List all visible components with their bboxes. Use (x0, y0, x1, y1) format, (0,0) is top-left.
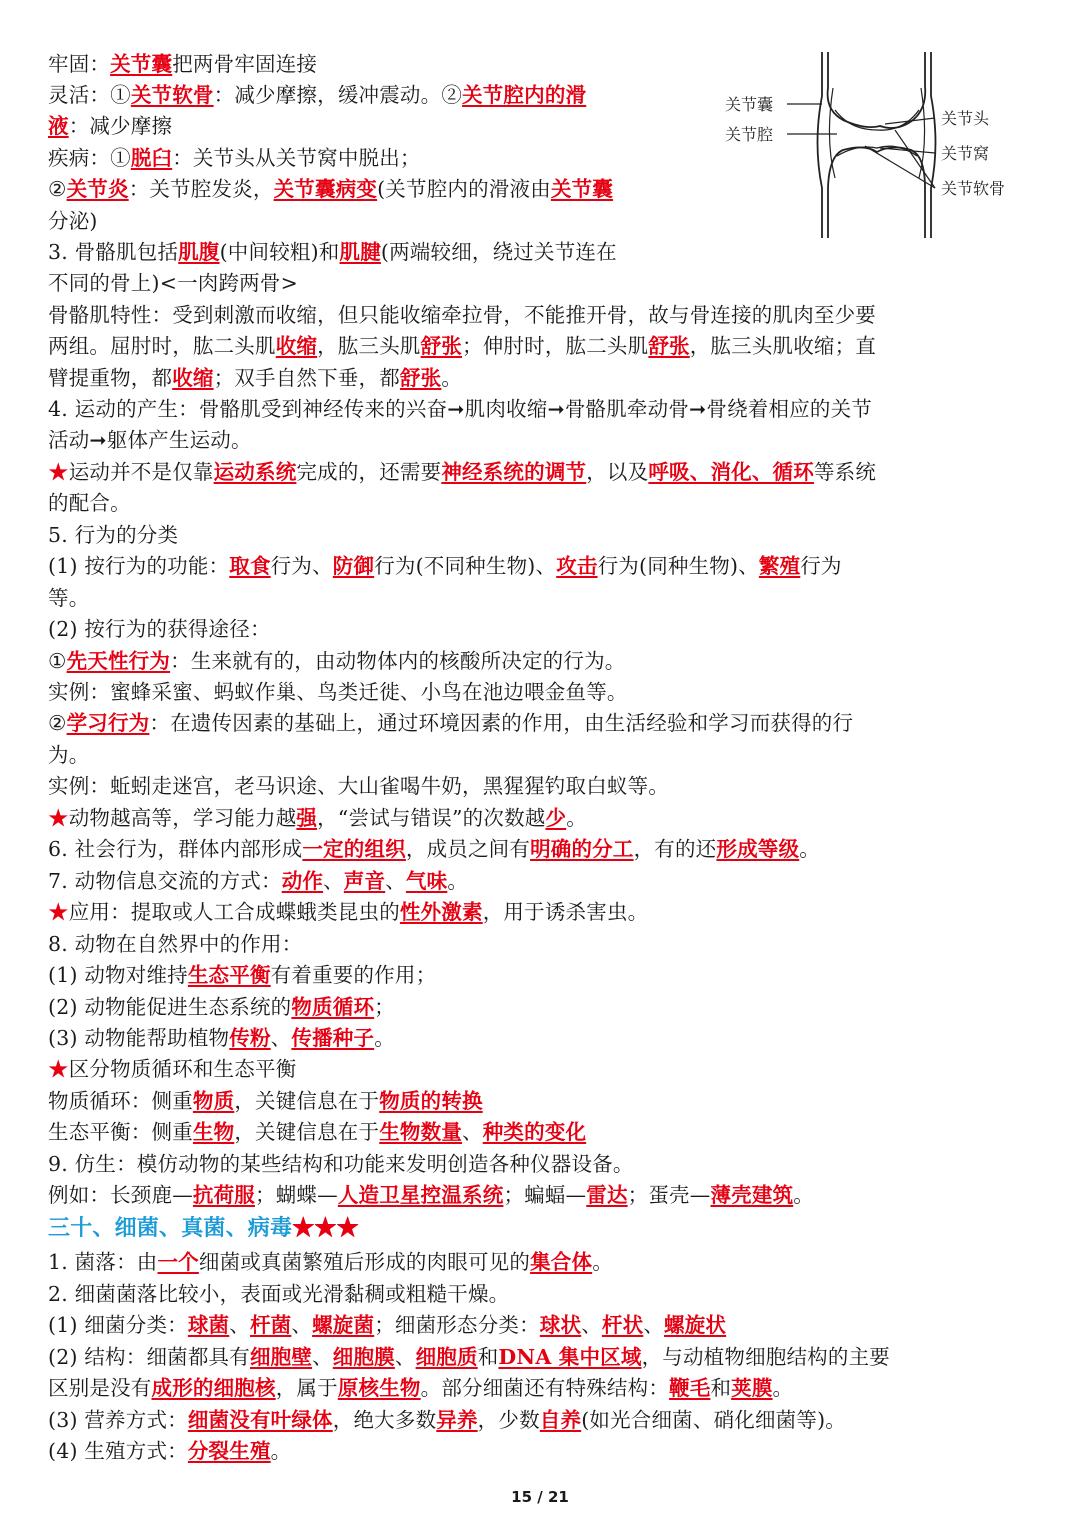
text-segment: 。 (374, 1026, 395, 1050)
text-line (48, 1372, 793, 1404)
highlighted-term: 肌腹 (178, 240, 220, 264)
highlighted-term: 少 (545, 806, 567, 830)
text-segment: 行为 (800, 554, 842, 578)
text-segment: 和 (477, 1345, 499, 1369)
text-line (48, 362, 462, 394)
text-segment: 运动并不是仅靠 (68, 460, 214, 484)
text-segment: ：关节头从关节窝中脱出； (172, 146, 421, 170)
highlighted-term: 繁殖 (758, 554, 801, 578)
highlighted-term: 舒张 (420, 334, 463, 358)
text-line (48, 582, 89, 614)
text-segment: 行为(同种生物)、 (597, 554, 759, 578)
highlighted-term: 明确的分工 (530, 837, 634, 861)
text-line (48, 833, 820, 865)
text-segment: 区别是没有 (48, 1376, 152, 1400)
text-line (48, 707, 853, 739)
text-segment: 应用：提取或人工合成蝶蛾类昆虫的 (68, 900, 400, 924)
text-segment: 。 (592, 1250, 613, 1274)
text-segment: 。 (772, 1376, 794, 1400)
text-segment: (关节腔内的滑液由 (377, 177, 551, 201)
star-icon: ★ (48, 900, 69, 924)
text-segment: 、 (270, 1026, 292, 1050)
highlighted-term: 薄壳建筑 (710, 1183, 794, 1207)
upper-bone-outline (828, 52, 926, 128)
text-line (48, 1404, 846, 1436)
text-segment: 区分物质循环和生态平衡 (68, 1057, 297, 1081)
text-segment: ，肱三头肌 (317, 334, 421, 358)
highlighted-term: 杆状 (601, 1313, 644, 1337)
text-segment: 7. 动物信息交流的方式： (48, 869, 282, 893)
highlighted-term: 运动系统 (213, 460, 297, 484)
text-segment: 。 (270, 1439, 292, 1463)
text-segment: (中间较粗)和 (219, 240, 340, 264)
text-line (48, 48, 317, 80)
text-segment: 牢固： (48, 52, 111, 76)
highlighted-term: 异养 (436, 1408, 478, 1432)
highlighted-term: 神经系统的调节 (441, 460, 587, 484)
text-segment: ，成员之间有 (405, 837, 531, 861)
text-segment: 、 (581, 1313, 602, 1337)
highlighted-term: 一个 (157, 1250, 199, 1274)
highlighted-term: 细胞质 (415, 1345, 478, 1369)
highlighted-term: 收缩 (275, 334, 318, 358)
highlighted-term: 传粉 (229, 1026, 271, 1050)
highlighted-term: 物质 (192, 1089, 235, 1113)
text-segment: 9. 仿生：模仿动物的某些结构和功能来发明创造各种仪器设备。 (48, 1152, 634, 1176)
highlighted-term: 防御 (332, 554, 375, 578)
text-line (48, 393, 872, 425)
text-segment: ；蝴蝶— (255, 1183, 338, 1207)
text-segment: (4) 生殖方式： (48, 1439, 188, 1463)
text-segment: 。 (793, 1183, 814, 1207)
highlighted-term: 细菌没有叶绿体 (187, 1408, 333, 1432)
highlighted-term: 物质循环 (291, 995, 375, 1019)
text-segment: ；蛋壳— (627, 1183, 711, 1207)
highlighted-term: 收缩 (172, 366, 214, 390)
text-segment: 细菌或真菌繁殖后形成的肉眼可见的 (198, 1250, 531, 1274)
star-icon: ★ (48, 806, 69, 830)
star-icon: ★ (48, 1057, 69, 1081)
highlighted-term: 物质的转换 (379, 1089, 483, 1113)
text-segment: ，关键信息在于 (234, 1120, 380, 1144)
text-segment: ，用于诱杀害虫。 (482, 900, 649, 924)
highlighted-term: 雷达 (586, 1183, 628, 1207)
label-joint-cartilage: 关节软骨 (941, 179, 1006, 198)
highlighted-term: 液 (48, 114, 69, 138)
text-segment: 不同的骨上)<一肉跨两骨> (48, 271, 298, 295)
text-segment: 等系统 (813, 460, 877, 484)
highlighted-term: 分裂生殖 (187, 1439, 271, 1463)
text-segment: ，肱三头肌收缩；直 (689, 334, 877, 358)
highlighted-term: 动作 (281, 869, 324, 893)
section-heading-text: 三十、细菌、真菌、病毒 (48, 1215, 293, 1241)
highlighted-term: 原核生物 (337, 1376, 421, 1400)
text-segment: 。 (566, 806, 587, 830)
highlighted-term: 荚膜 (731, 1376, 773, 1400)
highlighted-term: 舒张 (648, 334, 690, 358)
text-line (48, 1085, 483, 1117)
text-segment: ，少数 (477, 1408, 540, 1432)
text-segment: 、 (394, 1345, 416, 1369)
highlighted-term: DNA 集中区域 (498, 1345, 642, 1369)
label-joint-head: 关节头 (941, 109, 990, 128)
highlighted-term: 取食 (229, 554, 271, 578)
text-segment: 有着重要的作用； (270, 963, 437, 987)
text-line (48, 959, 436, 991)
text-segment: 等。 (48, 586, 90, 610)
highlighted-term: 生态平衡 (187, 963, 271, 987)
text-line (48, 613, 271, 645)
text-segment: 动物越高等，学习能力越 (68, 806, 297, 830)
text-segment: 。 (441, 366, 463, 390)
highlighted-term: 螺旋菌 (312, 1313, 375, 1337)
text-line (48, 896, 648, 928)
text-line (48, 1116, 586, 1148)
text-segment: 和 (710, 1376, 732, 1400)
text-line (48, 991, 395, 1023)
text-segment: 实例：蜜蜂采蜜、蚂蚁作巢、鸟类迁徙、小鸟在池边喂金鱼等。 (48, 680, 628, 704)
highlighted-term: 肌腱 (339, 240, 381, 264)
highlighted-term: 呼吸、消化、循环 (648, 460, 814, 484)
text-segment: ，有的还 (633, 837, 717, 861)
text-segment: 、 (312, 1345, 333, 1369)
page-number: 15 / 21 (511, 1488, 569, 1506)
section-heading (48, 1212, 359, 1244)
text-segment: 、 (462, 1120, 483, 1144)
text-line (48, 1309, 726, 1341)
text-segment: (2) 按行为的获得途径： (48, 617, 271, 641)
text-segment: ； (374, 995, 395, 1019)
text-segment: 实例：蚯蚓走迷宫，老马识途、大山雀喝牛奶，黑猩猩钓取白蚁等。 (48, 774, 669, 798)
text-segment: ：在遗传因素的基础上，通过环境因素的作用，由生活经验和学习而获得的行 (149, 711, 854, 735)
text-line (48, 645, 625, 677)
highlighted-term: 关节囊病变 (273, 177, 378, 201)
text-segment: 4. 运动的产生：骨骼肌受到神经传来的兴奋➞肌肉收缩➞骨骼肌牵动骨➞骨绕着相应的关节 (48, 397, 873, 421)
text-line (48, 205, 98, 237)
text-line (48, 79, 586, 111)
text-line (48, 1179, 814, 1211)
text-segment: (2) 结构：细菌都具有 (48, 1345, 250, 1369)
text-line (48, 802, 587, 834)
text-segment: ，关键信息在于 (234, 1089, 380, 1113)
text-line (48, 299, 876, 331)
highlighted-term: 种类的变化 (482, 1120, 587, 1144)
highlighted-term: 形成等级 (716, 837, 800, 861)
text-segment: 2. 细菌菌落比较小，表面或光滑黏稠或粗糙干燥。 (48, 1282, 510, 1306)
text-segment: 、 (229, 1313, 250, 1337)
highlighted-term: 声音 (343, 869, 386, 893)
highlighted-term: 传播种子 (291, 1026, 375, 1050)
highlighted-term: 细胞膜 (332, 1345, 395, 1369)
text-segment: 把两骨牢固连接 (172, 52, 318, 76)
text-segment: 完成的，还需要 (296, 460, 442, 484)
text-segment: 的配合。 (48, 491, 131, 515)
text-segment: 骨骼肌特性：受到刺激而收缩，但只能收缩牵拉骨，不能推开骨，故与骨连接的肌肉至少要 (48, 303, 876, 327)
highlighted-term: 自养 (539, 1408, 582, 1432)
text-segment: (3) 营养方式： (48, 1408, 188, 1432)
text-line (48, 739, 89, 771)
highlighted-term: 成形的细胞核 (151, 1376, 276, 1400)
text-segment: 物质循环：侧重 (48, 1089, 193, 1113)
text-segment: ，以及 (586, 460, 649, 484)
highlighted-term: 球状 (539, 1313, 582, 1337)
text-segment: (1) 按行为的功能： (48, 554, 230, 578)
text-segment: (2) 动物能促进生态系统的 (48, 995, 292, 1019)
text-segment: 、 (291, 1313, 313, 1337)
text-segment: ：减少摩擦，缓冲震动。② (213, 83, 463, 107)
text-line (48, 1022, 395, 1054)
text-segment: 行为、 (270, 554, 333, 578)
label-joint-capsule: 关节囊 (725, 95, 774, 114)
text-line (48, 1435, 291, 1467)
text-segment: ② (48, 177, 67, 201)
highlighted-term: 性外激素 (399, 900, 483, 924)
text-line (48, 519, 178, 551)
highlighted-term: 鞭毛 (669, 1376, 711, 1400)
text-segment: 。部分细菌还有特殊结构： (420, 1376, 670, 1400)
text-segment: 。 (447, 869, 469, 893)
section-heading-stars: ★★★ (292, 1215, 359, 1241)
text-line (48, 676, 628, 708)
text-segment: (如光合细菌、硝化细菌等)。 (581, 1408, 846, 1432)
text-line (48, 142, 421, 174)
highlighted-term: 学习行为 (66, 711, 150, 735)
highlighted-term: 关节炎 (66, 177, 129, 201)
text-line (48, 236, 617, 268)
text-segment: 活动➞躯体产生运动。 (48, 428, 252, 452)
highlighted-term: 舒张 (399, 366, 442, 390)
text-segment: ② (48, 711, 67, 735)
text-segment: ，属于 (275, 1376, 338, 1400)
text-line (48, 1246, 613, 1278)
highlighted-term: 先天性行为 (66, 649, 171, 673)
highlighted-term: 关节腔内的滑 (462, 83, 587, 107)
text-segment: (3) 动物能帮助植物 (48, 1026, 230, 1050)
text-segment: 、 (323, 869, 344, 893)
star-icon: ★ (48, 460, 69, 484)
text-segment: 疾病：① (48, 146, 131, 170)
text-segment: 行为(不同种生物)、 (374, 554, 557, 578)
text-line (48, 1341, 890, 1373)
text-segment: ，绝大多数 (332, 1408, 437, 1432)
label-joint-socket: 关节窝 (941, 144, 990, 163)
text-segment: 为。 (48, 743, 90, 767)
highlighted-term: 球菌 (187, 1313, 230, 1337)
text-segment: 6. 社会行为，群体内部形成 (48, 837, 303, 861)
text-segment: 、 (643, 1313, 665, 1337)
text-segment: (1) 细菌分类： (48, 1313, 188, 1337)
highlighted-term: 集合体 (530, 1250, 593, 1274)
text-line (48, 1278, 509, 1310)
text-line (48, 330, 876, 362)
text-segment: 5. 行为的分类 (48, 523, 179, 547)
text-segment: ；细菌形态分类： (374, 1313, 540, 1337)
text-line (48, 173, 613, 205)
joint-capsule-outline (818, 52, 823, 238)
highlighted-term: 攻击 (556, 554, 598, 578)
text-segment: ：减少摩擦 (68, 114, 173, 138)
text-segment: ，“尝试与错误”的次数越 (317, 806, 546, 830)
text-segment: ；伸肘时，肱二头肌 (462, 334, 649, 358)
highlighted-term: 脱臼 (130, 146, 173, 170)
text-segment: (两端较细，绕过关节连在 (380, 240, 617, 264)
highlighted-term: 生物 (192, 1120, 235, 1144)
highlighted-term: 抗荷服 (192, 1183, 256, 1207)
text-segment: ，与动植物细胞结构的主要 (641, 1345, 890, 1369)
highlighted-term: 气味 (405, 869, 448, 893)
text-segment: ：生来就有的，由动物体内的核酸所决定的行为。 (170, 649, 626, 673)
text-segment: (1) 动物对维持 (48, 963, 188, 987)
text-line (48, 770, 669, 802)
text-segment: 臂提重物，都 (48, 366, 173, 390)
label-joint-cavity: 关节腔 (725, 125, 774, 144)
highlighted-term: 关节囊 (550, 177, 614, 201)
text-segment: 分泌) (48, 209, 98, 233)
text-line (48, 424, 252, 456)
text-segment: 灵活：① (48, 83, 131, 107)
highlighted-term: 细胞壁 (249, 1345, 313, 1369)
text-segment: ：关节腔发炎， (128, 177, 274, 201)
highlighted-term: 生物数量 (379, 1120, 463, 1144)
highlighted-term: 人造卫星控温系统 (337, 1183, 504, 1207)
text-line (48, 456, 876, 488)
text-segment: 例如：长颈鹿— (48, 1183, 193, 1207)
text-line (48, 865, 468, 897)
text-segment: 8. 动物在自然界中的作用： (48, 932, 303, 956)
text-segment: ① (48, 649, 67, 673)
knee-joint-diagram (725, 48, 1025, 248)
text-line (48, 1148, 634, 1180)
highlighted-term: 一定的组织 (302, 837, 406, 861)
highlighted-term: 杆菌 (249, 1313, 292, 1337)
highlighted-term: 螺旋状 (664, 1313, 727, 1337)
lower-bone-outline (828, 147, 925, 238)
text-segment: ；双手自然下垂，都 (213, 366, 400, 390)
text-segment: 1. 菌落：由 (48, 1250, 158, 1274)
text-segment: 。 (799, 837, 820, 861)
text-segment: 3. 骨骼肌包括 (48, 240, 179, 264)
text-line (48, 1053, 296, 1085)
text-line (48, 110, 172, 142)
text-segment: ；蝙蝠— (503, 1183, 587, 1207)
text-line (48, 928, 302, 960)
highlighted-term: 关节囊 (110, 52, 173, 76)
text-segment: 、 (385, 869, 406, 893)
text-line (48, 267, 298, 299)
text-segment: 生态平衡：侧重 (48, 1120, 193, 1144)
text-segment: 两组。屈肘时，肱二头肌 (48, 334, 276, 358)
text-line (48, 487, 131, 519)
text-line (48, 550, 842, 582)
highlighted-term: 强 (296, 806, 318, 830)
highlighted-term: 关节软骨 (130, 83, 214, 107)
